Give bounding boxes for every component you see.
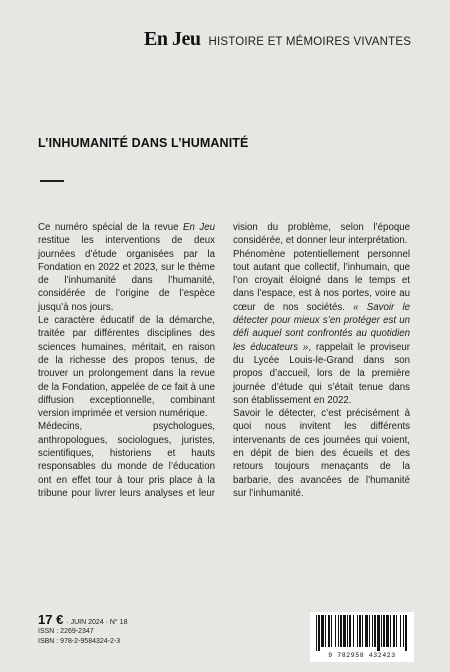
brand-tagline: HISTOIRE ET MÉMOIRES VIVANTES bbox=[208, 36, 412, 48]
barcode-digits: 9 782958 432423 bbox=[328, 652, 396, 659]
barcode-bar bbox=[403, 615, 404, 647]
header bbox=[144, 28, 411, 51]
paragraph-4: Phénomène potentiellement personnel tout autant que collectif, l’inhumain, que l’on croyait éloigné dans le temps et dans l’espace, est à nos portes, voire au cœur de nos sociétés. « Savoir le détecter pour mieux s’en protéger est un défi auquel sont confrontés au quotidien les éducateurs », rappelait le proviseur du Lycée Louis-le-Grand dans son propos d’accueil, lors de la première journée d’étude qui s’était tenue dans son établissement en 2022. bbox=[233, 248, 410, 406]
barcode-bar bbox=[321, 615, 324, 647]
barcode-bar bbox=[316, 615, 317, 651]
barcode-bar bbox=[335, 615, 336, 647]
barcode-bar bbox=[357, 615, 358, 647]
barcode-bar bbox=[383, 615, 385, 647]
barcode-bar bbox=[318, 615, 320, 651]
barcode-bar bbox=[374, 615, 376, 647]
barcode-bars bbox=[314, 615, 410, 651]
barcode-bar bbox=[362, 615, 363, 647]
barcode-bar bbox=[338, 615, 339, 647]
page-title: L’INHUMANITÉ DANS L’HUMANITÉ bbox=[38, 136, 249, 150]
barcode-bar bbox=[372, 615, 373, 647]
barcode-bar bbox=[396, 615, 397, 647]
barcode-bar bbox=[347, 615, 348, 647]
barcode-bar bbox=[325, 615, 326, 647]
paragraph-3: Médecins, psychologues, anthropologues, sociologues, juristes, scientifiques, historiens et hauts responsables du monde de l’éducation ont en effet tour à tour pris place à la tribune pour livrer leurs analyses et leur vision du problème, selon l’époque considérée, et donner leur interprétation. bbox=[38, 222, 410, 499]
body-text bbox=[38, 221, 410, 500]
barcode-bar bbox=[400, 615, 401, 647]
barcode-bar bbox=[331, 615, 332, 647]
paragraph-5: Savoir le détecter, c’est précisément à quoi nous invitent les différents intervenants de ces journées qui voient, en dépit de bien des écueils et des retours toujours menaçants de la barbarie, des avancées de l’humanité sur l’inhumanité. bbox=[233, 408, 410, 499]
price: 17 € bbox=[38, 612, 64, 627]
paragraph-2: Le caractère éducatif de la démarche, traitée par différentes disciplines des sciences humaines, méritait, en raison de la richesse des propos tenus, de trouver un prolongement dans la revue de la Fondation, appelée de ce fait à une diffusion exceptionnelle, combinant version imprimée et version numérique. bbox=[38, 315, 215, 420]
price-block bbox=[38, 612, 127, 647]
issue-info: · JUIN 2024 · N° 18 bbox=[66, 619, 128, 626]
barcode-bar bbox=[365, 615, 368, 647]
barcode-bar bbox=[405, 615, 407, 651]
barcode-bar bbox=[349, 615, 351, 647]
barcode-bar bbox=[353, 615, 354, 647]
barcode-bar bbox=[343, 615, 346, 647]
barcode-bar bbox=[340, 615, 342, 647]
barcode-bar bbox=[393, 615, 395, 647]
barcode-bar bbox=[359, 615, 361, 647]
isbn: ISBN : 978-2-9584324-2-3 bbox=[38, 638, 121, 645]
brand-logo: En Jeu bbox=[144, 28, 201, 50]
barcode-bar bbox=[390, 615, 391, 647]
issn: ISSN : 2269-2347 bbox=[38, 628, 94, 635]
barcode-bar bbox=[328, 615, 330, 647]
barcode-bar bbox=[377, 615, 380, 651]
barcode-bar bbox=[369, 615, 370, 647]
barcode bbox=[310, 612, 414, 662]
paragraph-1: Ce numéro spécial de la revue En Jeu restitue les interventions de deux journées d’étude organisées par la Fondation en 2022 et 2023, sur le thème de l’inhumanité dans l’humanité, considérée de l’origine de l’espèce jusqu’à nos jours. bbox=[38, 222, 215, 313]
barcode-bar bbox=[381, 615, 382, 647]
divider-rule bbox=[40, 180, 64, 182]
barcode-bar bbox=[386, 615, 389, 647]
